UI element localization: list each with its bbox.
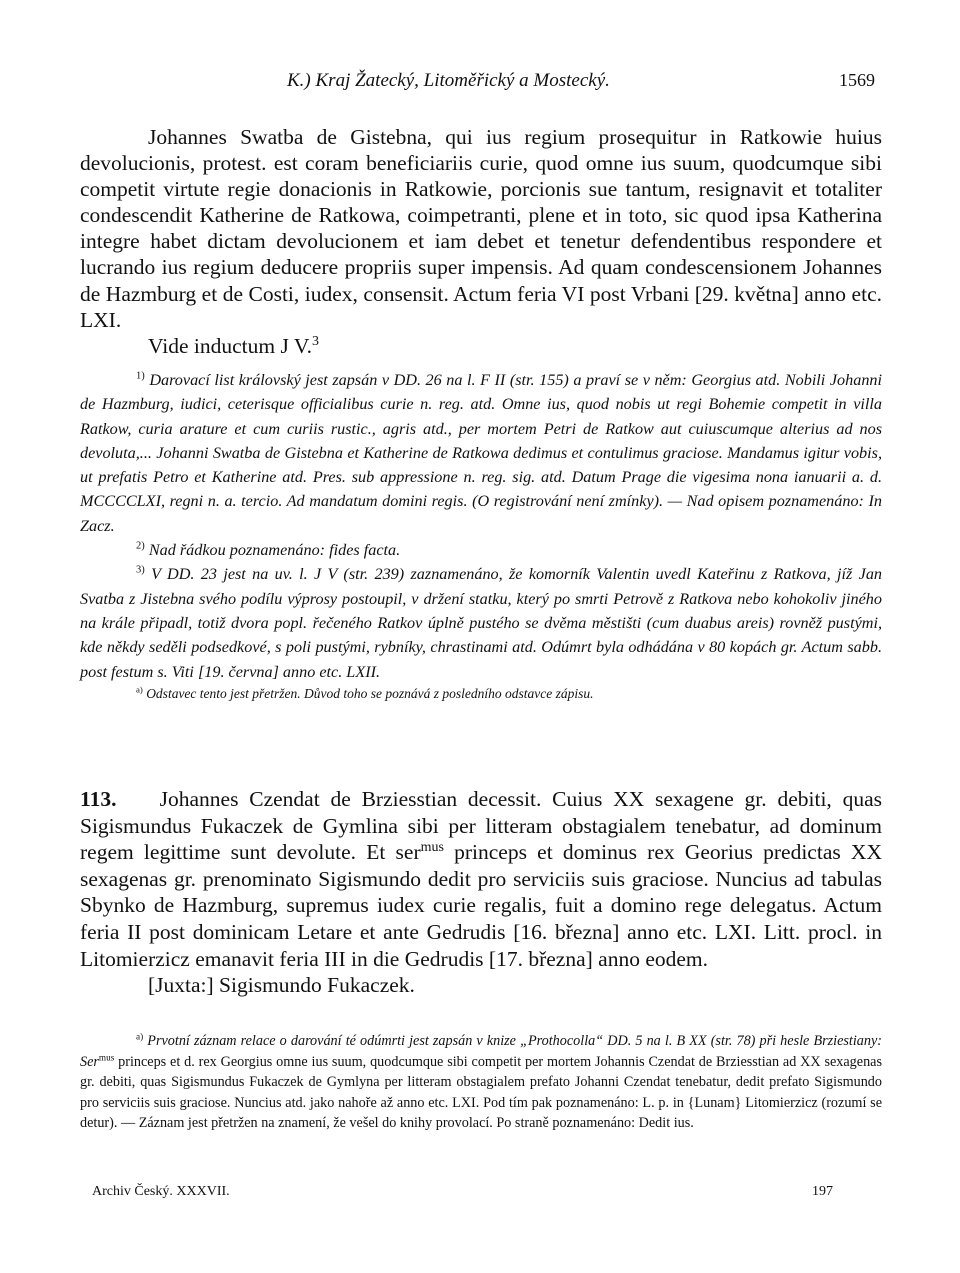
entry-text: Johannes Czendat de Brziesstian decessit. Cuius XX sexagene gr. debiti, quas Sigismundus Fukaczek de Gymlina sibi per litteram obstagialem tenebatur, ad dominum regem legittime sunt devolute. Et ser: [80, 787, 882, 865]
record-text: Johannes Swatba de Gistebna, qui ius regium prosequitur in Ratkowie huius devolucionis, protest. est coram beneficiariis curie, quod omne ius suum, quodcumque sibi competit virtute regie donacionis in Ratkowie, porcionis sue tantum, resignavit et totaliter condescendit Katherine de Ratkowa, coimpetranti, plene et in toto, sic quod ipsa Katherina integre habet dictam devolucionem et iam debet et tenetur defendentibus respondere et lucrando ius regium deducere propriis super impensis. Ad quam condescensionem Johannes de Hazmburg et de Costi, iudex, consensit. Actum feria VI post Vrbani [29. května] anno etc. LXI.: [80, 125, 882, 332]
footnote-3: [80, 562, 882, 683]
entry-113-footnote-sup: mus: [98, 1051, 115, 1062]
footnote-a-text: Odstavec tento jest přetržen. Důvod toho se poznává z posledního odstavce zápisu.: [146, 685, 594, 701]
entry-113-footnote-a-mark: a): [136, 1031, 144, 1042]
running-head: [0, 70, 960, 100]
footnote-3-mark: 3): [136, 564, 145, 576]
footnote-2-mark: 2): [136, 540, 145, 552]
footnote-a-mark: a): [136, 684, 143, 695]
entry-text-continued: princeps et dominus rex Georius predictas XX sexagenas gr. prenominato Sigismundo dedit pro serviciis suis graciose. Nuncius ad tabulas Sbynko de Hazmburg, supremus iudex curie regalis, fuit a domino rege delegatus. Actum feria II post dominicam Letare et ante Gedrudis [16. března] anno etc. LXI. Litt. procl. in Litomierzicz emanavit feria III in die Gedrudis [17. března] anno eodem.: [80, 840, 882, 971]
page-footer: [0, 1184, 960, 1206]
footnote-1: [80, 368, 882, 538]
main-record: [80, 124, 882, 359]
footer-series: Archiv Český. XXXVII.: [92, 1184, 230, 1199]
footnote-2-text: Nad řádkou poznamenáno: fides facta.: [148, 541, 401, 560]
footnote-1-mark: 1): [136, 370, 145, 382]
footnote-2: [80, 538, 882, 562]
footnote-a: [80, 684, 882, 704]
entry-sup: mus: [420, 840, 444, 856]
footnote-1-text: Darovací list královský jest zapsán v DD. 26 na l. F II (str. 155) a praví se v něm: Georgius atd. Nobili Johanni de Hazmburg, iudici, ceterisque officialibus curie n. reg. atd. Omne ius, quod nobis ut regi Bohemie competit in villa Ratkow, curia arature et cum curiis rustic., agris atd., per mortem Petri de Ratkow aut cuiuscumque alterius ad nos devoluta,... Johanni Swatba de Gistebna et Katherine de Ratkowa dedimus et contulimus graciose. Mandamus igitur vobis, ut prefatis Petro et Katherine atd. Pres. sub appressione n. reg. sig. atd. Datum Prage die vigesima nona ianuarii a. d. MCCCCLXI, regni n. a. tercio. Ad mandatum domini regis. (O registrování není zmínky). — Nad opisem poznamenáno: In Zacz.: [80, 371, 883, 535]
running-title: K.) Kraj Žatecký, Litoměřický a Mostecký.: [287, 70, 610, 91]
footnote-3-text: V DD. 23 jest na uv. l. J V (str. 239) zaznamenáno, že komorník Valentin uvedl Kateřinu z Ratkova, jíž Jan Svatba z Jistebna svého podílu výprosy postoupil, v držení statku, který po smrti Petrově z Ratkova nebo kohokoliv jiného na krále připadl, totiž dvora popl. řečeného Ratkov úplně pustého se dvěma městišti (cum duabus areis) rovněž pustými, kde někdy seděli podsedkové, s poli pustými, rybníky, chrastinami atd. Odúmrt byla odhádána v 80 kopách gr. Actum sabb. post festum s. Viti [19. června] anno etc. LXII.: [80, 565, 883, 681]
vide-footnote-ref: 3: [311, 333, 319, 349]
entry-113-footnote-a-text: Prvotní záznam relace o darování té odúmrti jest zapsán v knize „Prothocolla“ DD. 5 na l. B XX (str. 78) při hesle Brziestiany: Ser: [80, 1033, 882, 1070]
entry-113: [80, 786, 882, 999]
entry-113-paragraph: [80, 786, 882, 972]
vide-text: Vide inductum J V.: [148, 333, 312, 358]
entry-113-footnote-a-continued: princeps et d. rex Georgius omne ius suum, quodcumque sibi competit per mortem Johannis Czendat de Brziesstian ad XX sexagenas gr. debiti, quas Sigismundus Fukaczek de Gymlyna per litteram obstagialem prefato Johanni Czendat tenebatur, dedit prefato Sigismundo pro serviciis suis graciose. Nuncius atd. jako nahoře až anno etc. LXI. Pod tím pak poznamenáno: L. p. in {Lunam} Litomierzicz (rozumí se detur). — Záznam jest přetržen na znamení, že vešel do knihy provolací. Po straně poznamenáno: Dedit ius.: [80, 1053, 882, 1131]
footer-signature: 197: [812, 1184, 833, 1199]
entry-113-footnotes: [80, 1031, 882, 1134]
entry-number: 113.: [80, 787, 117, 811]
footnotes: [80, 368, 882, 704]
record-paragraph: [80, 124, 882, 333]
vide-line: [148, 333, 882, 359]
juxta-line: [Juxta:] Sigismundo Fukaczek.: [148, 973, 415, 998]
page-number: 1569: [839, 70, 875, 90]
entry-113-footnote-a: [80, 1031, 882, 1134]
